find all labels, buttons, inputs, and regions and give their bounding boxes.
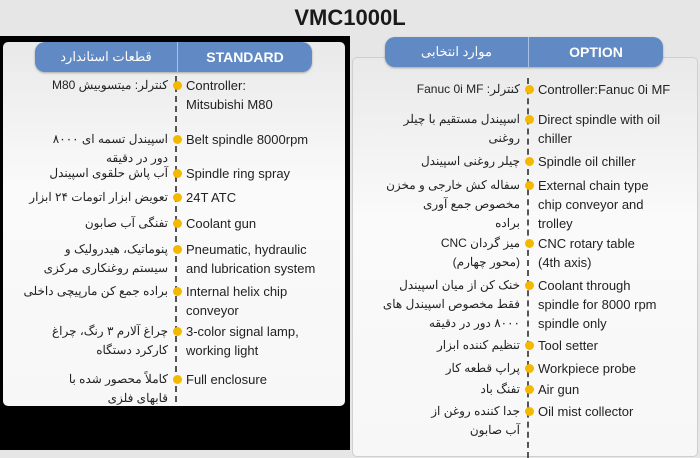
- bullet-dot-icon: [525, 181, 534, 190]
- item-en: Coolant gun: [186, 216, 257, 231]
- item-fa: تنظیم کننده ابزار: [436, 338, 520, 352]
- item-en: Air gun: [538, 382, 580, 397]
- standard-header: [35, 42, 312, 72]
- bullet-dot-icon: [173, 193, 182, 202]
- item-fa: براده جمع کن مارپیچی داخلی: [23, 284, 168, 298]
- item-en: 3-color signal lamp, working light: [186, 324, 299, 358]
- item-fa: چیلر روغنی اسپیندل: [420, 154, 520, 168]
- option-header-en: OPTION: [528, 37, 663, 67]
- item-en: External chain type chip conveyor and trolley: [538, 178, 649, 231]
- item-en: CNC rotary table (4th axis): [538, 236, 635, 270]
- item-en: Spindle ring spray: [186, 166, 291, 181]
- item-fa: خنک کن از میان اسپیندل فقط مخصوص اسپیندل های ۸۰۰۰ دور در دقیقه: [382, 278, 520, 330]
- option-header-fa: موارد انتخابی: [421, 44, 492, 59]
- bullet-dot-icon: [525, 115, 534, 124]
- item-en: Oil mist collector: [538, 404, 634, 419]
- bullet-dot-icon: [173, 245, 182, 254]
- bullet-dot-icon: [525, 281, 534, 290]
- option-panel: [352, 57, 698, 457]
- item-fa: پراپ قطعه کار: [445, 361, 520, 375]
- bullet-dot-icon: [525, 85, 534, 94]
- item-fa: کاملاً محصور شده با قابهای فلزی: [68, 372, 168, 405]
- item-en: Coolant through spindle for 8000 rpm spindle only: [538, 278, 657, 331]
- item-en: Direct spindle with oil chiller: [538, 112, 661, 146]
- item-fa: تعویض ابزار اتومات ۲۴ ابزار: [29, 190, 168, 204]
- item-en: Full enclosure: [186, 372, 267, 387]
- bullet-dot-icon: [525, 341, 534, 350]
- item-fa: پنوماتیک، هیدرولیک و سیستم روغنکاری مرکزی: [43, 242, 168, 275]
- item-fa: اسپیندل تسمه ای ۸۰۰۰ دور در دقیقه: [52, 132, 168, 165]
- item-en: Controller:Fanuc 0i MF: [538, 82, 671, 97]
- divider: [175, 76, 177, 402]
- item-fa: کنترلر: Fanuc 0i MF: [416, 82, 520, 96]
- item-en: 24T ATC: [186, 190, 237, 205]
- bullet-dot-icon: [525, 239, 534, 248]
- item-en: Controller: Mitsubishi M80: [186, 78, 273, 112]
- item-fa: میز گردان CNC (محور چهارم): [440, 236, 520, 269]
- bullet-dot-icon: [525, 364, 534, 373]
- standard-section: [0, 36, 350, 450]
- item-en: Workpiece probe: [538, 361, 637, 376]
- item-en: Internal helix chip conveyor: [186, 284, 288, 318]
- item-fa: جدا کننده روغن از آب صابون: [431, 404, 520, 437]
- item-fa: چراغ آلارم ۳ رنگ، چراغ کارکرد دستگاه: [51, 324, 168, 357]
- item-en: Pneumatic, hydraulic and lubrication system: [186, 242, 316, 276]
- bullet-dot-icon: [173, 169, 182, 178]
- item-fa: تفنگی آب صابون: [84, 216, 168, 230]
- standard-header-en: STANDARD: [177, 42, 312, 72]
- item-fa: تفنگ باد: [480, 382, 520, 396]
- item-fa: کنترلر: میتسوبیش M80: [51, 78, 168, 92]
- item-en: Tool setter: [538, 338, 598, 353]
- standard-panel: [3, 42, 345, 406]
- bullet-dot-icon: [173, 327, 182, 336]
- item-fa: آب پاش حلقوی اسپیندل: [49, 166, 168, 180]
- bullet-dot-icon: [173, 81, 182, 90]
- page-title: VMC1000L: [294, 5, 406, 30]
- bullet-dot-icon: [173, 135, 182, 144]
- item-fa: اسپیندل مستقیم با چیلر روغنی: [403, 112, 520, 145]
- bullet-dot-icon: [525, 385, 534, 394]
- item-en: Belt spindle 8000rpm: [186, 132, 309, 147]
- bullet-dot-icon: [173, 375, 182, 384]
- item-en: Spindle oil chiller: [538, 154, 636, 169]
- option-header: [385, 37, 663, 67]
- bullet-dot-icon: [173, 287, 182, 296]
- bullet-dot-icon: [525, 407, 534, 416]
- standard-header-fa: قطعات استاندارد: [60, 49, 152, 64]
- bullet-dot-icon: [525, 157, 534, 166]
- divider: [527, 78, 529, 458]
- bullet-dot-icon: [173, 219, 182, 228]
- item-fa: سفاله کش خارجی و مخزن مخصوص جمع آوری براده: [386, 178, 520, 230]
